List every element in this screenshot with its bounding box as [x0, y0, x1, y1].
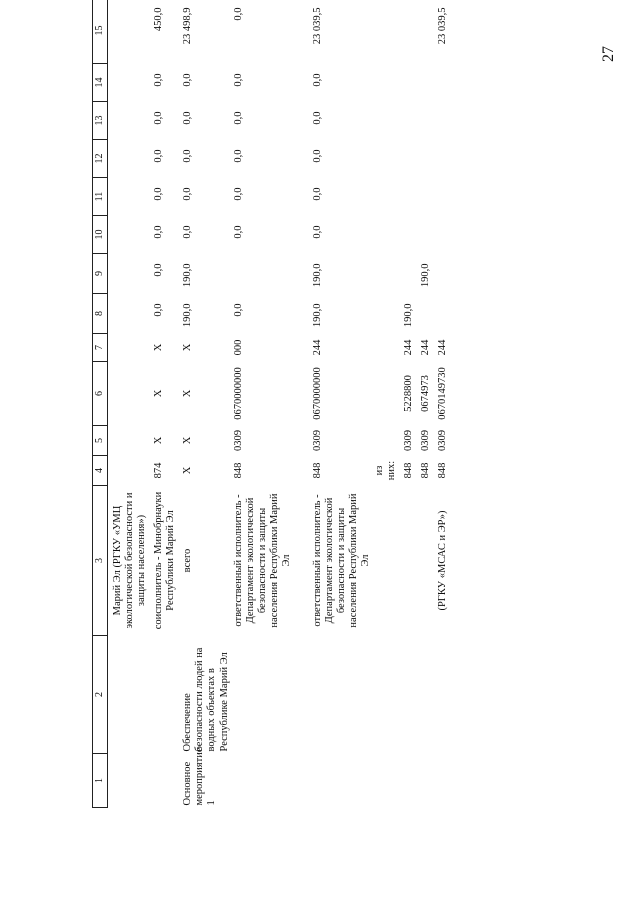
table-cell [399, 178, 416, 216]
column-header: 2 [93, 636, 108, 754]
table-cell: 23 039,5 [311, 7, 323, 45]
table-cell [416, 636, 433, 754]
table-cell: 0309 [437, 430, 449, 451]
table-cell [416, 216, 433, 254]
table-cell [399, 486, 416, 636]
table-cell [416, 178, 433, 216]
table-cell: Обеспечение безопасности людей на водных объектах в Республике Марий Эл [182, 647, 230, 752]
table-row [399, 0, 416, 808]
column-header: 12 [93, 140, 108, 178]
table-cell [373, 178, 399, 216]
table-cell: 0,0 [232, 149, 244, 163]
table-cell: ответственный исполнитель - Департамент экологической безопасности и защиты населения Республики Марий Эл [311, 493, 372, 628]
table-cell: X [182, 343, 194, 352]
budget-table [92, 0, 451, 808]
table-cell [108, 636, 150, 754]
table-cell [149, 636, 178, 754]
table-cell [108, 362, 150, 426]
table-cell [416, 294, 433, 334]
table-cell: 244 [311, 339, 323, 356]
table-cell [373, 334, 399, 362]
table-cell: 0,0 [182, 225, 194, 239]
column-header: 10 [93, 216, 108, 254]
table-cell [108, 456, 150, 486]
table-cell [416, 64, 433, 102]
table-cell [416, 140, 433, 178]
table-cell: 0670000000 [311, 367, 323, 420]
table-cell: 244 [437, 339, 449, 356]
table-cell: 0,0 [182, 111, 194, 125]
column-header: 14 [93, 64, 108, 102]
table-cell: 190,0 [403, 303, 415, 328]
table-cell [416, 102, 433, 140]
table-cell: всего [182, 548, 194, 573]
table-cell: 0,0 [311, 225, 323, 239]
table-cell: 0670000000 [232, 367, 244, 420]
table-cell: X [153, 436, 165, 445]
table-row [416, 0, 433, 808]
table-row [373, 0, 399, 808]
table-cell [294, 636, 373, 754]
table-cell: 244 [403, 339, 415, 356]
table-cell: 23 039,5 [437, 7, 449, 45]
table-cell: 0,0 [311, 111, 323, 125]
table-row [149, 0, 178, 808]
table-cell: 190,0 [182, 263, 194, 288]
column-header: 7 [93, 334, 108, 362]
table-cell [373, 0, 399, 64]
column-header: 13 [93, 102, 108, 140]
table-cell [108, 754, 150, 808]
table-cell: соисполнитель - Минобрнауки Республики Марий Эл [153, 491, 177, 630]
table-cell: 0,0 [153, 73, 165, 87]
table-cell: 0,0 [153, 303, 165, 317]
table-cell [399, 216, 416, 254]
table-cell [399, 754, 416, 808]
table-cell: 0670149730 [437, 367, 449, 420]
table-cell: 0,0 [232, 225, 244, 239]
table-cell [373, 102, 399, 140]
table-cell [232, 254, 294, 294]
table-cell [399, 636, 416, 754]
table-cell [433, 636, 450, 754]
table-cell [232, 754, 294, 808]
table-cell [399, 0, 416, 64]
table-cell [416, 486, 433, 636]
table-cell [373, 294, 399, 334]
table-cell [108, 140, 150, 178]
table-cell [399, 254, 416, 294]
column-header: 9 [93, 254, 108, 294]
table-cell: 23 498,9 [182, 7, 194, 45]
table-cell [373, 754, 399, 808]
table-cell [433, 754, 450, 808]
table-cell: 0,0 [153, 225, 165, 239]
table-cell [108, 216, 150, 254]
table-row [294, 0, 373, 808]
table-cell [373, 140, 399, 178]
column-header: 4 [93, 456, 108, 486]
table-cell [108, 426, 150, 456]
table-cell [373, 254, 399, 294]
table-cell [373, 636, 399, 754]
table-cell: 5228800 [403, 375, 415, 412]
table-cell: 190,0 [420, 263, 432, 288]
table-cell [108, 0, 150, 64]
column-header: 3 [93, 486, 108, 636]
table-cell: 0,0 [153, 263, 165, 277]
table-cell: X [182, 389, 194, 398]
table-cell [416, 754, 433, 808]
rotated-table-container [92, 7, 632, 808]
table-cell [416, 0, 433, 64]
table-cell: 0,0 [182, 187, 194, 201]
table-row [232, 0, 294, 808]
page-number: 27 [600, 46, 617, 62]
table-cell: X [153, 389, 165, 398]
table-cell [373, 486, 399, 636]
table-cell [373, 426, 399, 456]
table-cell: 0309 [311, 430, 323, 451]
table-cell [433, 64, 450, 102]
table-cell: 0,0 [153, 149, 165, 163]
table-cell: 0674973 [420, 375, 432, 412]
table-cell [108, 102, 150, 140]
table-cell: 190,0 [182, 303, 194, 328]
table-cell: ответственный исполнитель - Департамент экологической безопасности и защиты населения Республики Марий Эл [232, 493, 292, 628]
table-cell [373, 362, 399, 426]
table-cell: 0,0 [232, 111, 244, 125]
table-cell [373, 64, 399, 102]
table-cell [108, 334, 150, 362]
table-cell: 0,0 [153, 111, 165, 125]
column-header: 1 [93, 754, 108, 808]
table-cell: 190,0 [311, 263, 323, 288]
table-cell [433, 102, 450, 140]
table-cell: (РГКУ «МСАС и ЭР») [437, 510, 449, 611]
table-cell: X [153, 343, 165, 352]
table-cell [433, 216, 450, 254]
table-cell [232, 636, 294, 754]
table-row [433, 0, 450, 808]
table-cell: 0309 [420, 430, 432, 451]
table-cell [433, 254, 450, 294]
table-cell: 0,0 [311, 149, 323, 163]
column-number-row [93, 0, 108, 808]
table-cell [399, 64, 416, 102]
table-cell: из них: [374, 460, 398, 481]
table-cell [108, 64, 150, 102]
table-cell: 0,0 [182, 73, 194, 87]
table-cell: X [182, 466, 194, 475]
table-cell: 848 [420, 462, 432, 479]
table-cell [433, 178, 450, 216]
table-cell: 0,0 [182, 149, 194, 163]
table-row [178, 0, 231, 808]
table-cell [433, 294, 450, 334]
table-cell [149, 754, 178, 808]
table-cell: 0,0 [232, 303, 244, 317]
table-cell [433, 140, 450, 178]
column-header: 5 [93, 426, 108, 456]
column-header: 11 [93, 178, 108, 216]
table-cell: 848 [232, 462, 244, 479]
table-cell: 0,0 [232, 187, 244, 201]
table-cell: 0,0 [232, 73, 244, 87]
table-cell [294, 754, 373, 808]
table-cell: 848 [437, 462, 449, 479]
column-header: 15 [93, 0, 108, 64]
column-header: 6 [93, 362, 108, 426]
table-cell: 848 [403, 462, 415, 479]
table-cell: 848 [311, 462, 323, 479]
table-cell [399, 102, 416, 140]
table-cell: 190,0 [311, 303, 323, 328]
table-cell [399, 140, 416, 178]
table-cell: 0,0 [311, 187, 323, 201]
table-cell [373, 216, 399, 254]
table-cell: 0309 [403, 430, 415, 451]
table-cell: 244 [420, 339, 432, 356]
table-cell: 450,0 [153, 7, 165, 32]
table-cell: Основное мероприятие 1 [182, 747, 218, 806]
table-cell: X [182, 436, 194, 445]
table-cell: 0,0 [311, 73, 323, 87]
table-row [108, 0, 150, 808]
table-cell: 000 [232, 339, 244, 356]
table-cell [108, 178, 150, 216]
table-cell: 0,0 [153, 187, 165, 201]
table-cell: 0309 [232, 430, 244, 451]
table-cell [108, 294, 150, 334]
table-cell: 0,0 [232, 7, 244, 21]
table-cell [108, 254, 150, 294]
column-header: 8 [93, 294, 108, 334]
table-cell: 874 [153, 462, 165, 479]
table-cell: Марий Эл (РГКУ «УМЦ экологической безопасности и защиты населения») [112, 492, 148, 629]
